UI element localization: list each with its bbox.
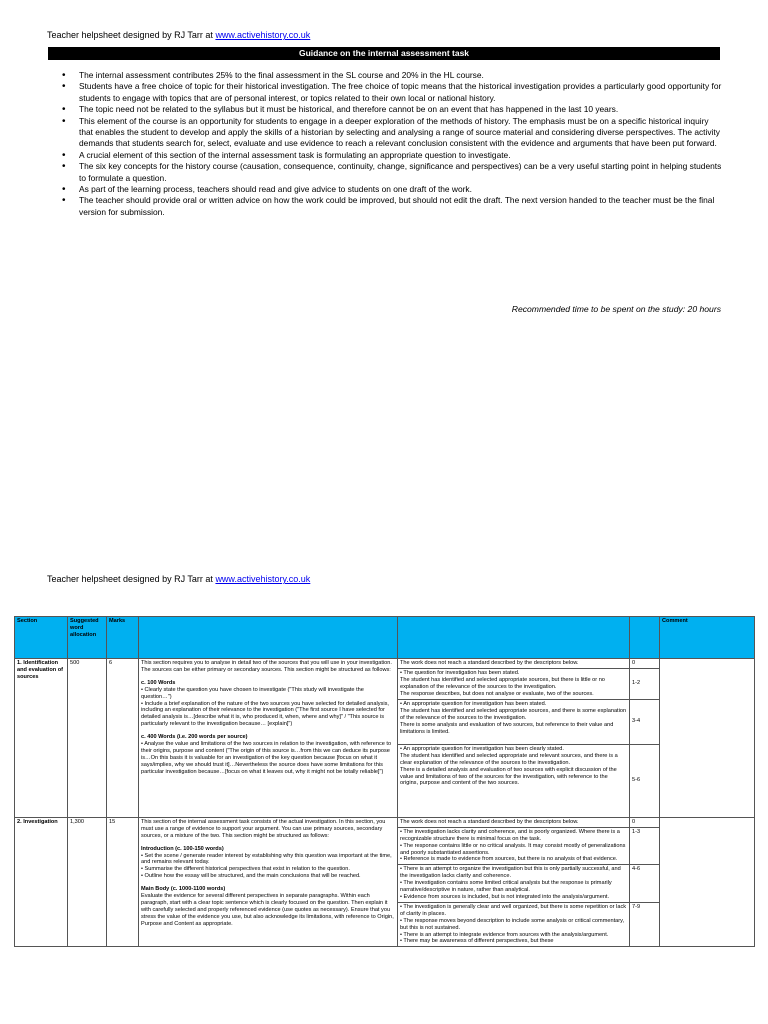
col-header-section: Section: [15, 617, 68, 659]
list-item: • Students have a free choice of topic for their historical investigation. The free choice of topic means that the historical investigation provides a particularly good opportunity for students to engage with topics that are of personal interest, or topics related to their own local or national history.: [62, 81, 722, 104]
list-item: • This element of the course is an opportunity for students to engage in a deeper exploration of the methods of history. The emphasis must be on a specific historical inquiry that enables the student to develop and apply the skills of a historian by selecting and analysing a range of source material and considering diverse perspectives. The activity demands that students search for, select, evaluate and use evidence to reach a relevant conclusion consistent with the evidence and arguments that have been put forward.: [62, 116, 722, 150]
section-guidance: [139, 659, 398, 818]
header-prefix: Teacher helpsheet designed by RJ Tarr at: [47, 30, 216, 40]
list-item: • The internal assessment contributes 25% to the final assessment in the SL course and 20% in the HL course.: [62, 70, 722, 81]
list-item: • The topic need not be related to the syllabus but it must be historical, and therefore cannot be on an event that has happened in the last 10 years.: [62, 104, 722, 115]
descriptor: • An appropriate question for investigation has been clearly stated. The student has identified and selected appropriate and relevant sources, and there is a clear explanation of the relevance of the sources to the investigation. There is a detailed analysis and evaluation of two sources with explicit discussion of the value and limitations of two of the sources for the investigation, with reference to the origins, purpose and content of the two sources.: [398, 744, 630, 817]
guidance-banner: Guidance on the internal assessment task: [48, 47, 720, 60]
table-header-row: [15, 617, 755, 659]
mark-band: 4-6: [630, 865, 660, 903]
descriptor: The work does not reach a standard described by the descriptors below.: [398, 817, 630, 827]
marks: 6: [107, 659, 139, 818]
section-name: 2. Investigation: [15, 817, 68, 946]
col-header-words: Suggested word allocation: [68, 617, 107, 659]
list-item: • A crucial element of this section of the internal assessment task is formulating an appropriate question to investigate.: [62, 150, 722, 161]
comment-cell[interactable]: [660, 817, 755, 946]
col-header-marks: Marks: [107, 617, 139, 659]
guidance-subheading: Introduction (c. 100-150 words): [141, 845, 224, 852]
section-name: 1. Identification and evaluation of sources: [15, 659, 68, 818]
page-header-second: [47, 574, 310, 584]
guidance-text: • Clearly state the question you have chosen to investigate ("This study will investigate the question…"): [141, 686, 364, 700]
guidance-list: [62, 70, 722, 218]
descriptor: • The investigation lacks clarity and coherence, and is poorly organized. Where there is a recognizable structure there is minimal focus on the task. • The response contains little or no critical analysis. It may consist mostly of generalizations and poorly substantiated assertions. • Reference is made to evidence from sources, but there is no analysis of that evidence.: [398, 827, 630, 865]
col-header-descriptors: [398, 617, 630, 659]
comment-cell[interactable]: [660, 659, 755, 818]
table-row: [15, 817, 755, 827]
page-header-top: [47, 30, 310, 40]
descriptor: • An appropriate question for investigation has been stated. The student has identified and selected appropriate sources, and there is some explanation of the relevance of the sources to the investigation. There is some analysis and evaluation of two sources, but reference to their value and limitations is limited.: [398, 699, 630, 744]
guidance-text: • Outline how the essay will be structured, and the main conclusions that will be reached.: [141, 873, 361, 880]
guidance-subheading: Main Body (c. 1000-1100 words): [141, 886, 226, 893]
word-allocation: 500: [68, 659, 107, 818]
list-item: • As part of the learning process, teachers should read and give advice to students on one draft of the work.: [62, 184, 722, 195]
descriptor: The work does not reach a standard described by the descriptors below.: [398, 659, 630, 669]
word-allocation: 1,300: [68, 817, 107, 946]
mark-band: 1-2: [630, 668, 660, 699]
marks: 15: [107, 817, 139, 946]
guidance-text: • Set the scene / generate reader interest by establishing why this question was important at the time, and remains relevant today.: [141, 852, 392, 866]
guidance-text: • Include a brief explanation of the nature of the two sources you have selected for detailed analysis, including an explanation of their relevance to the investigation ("The first source I have selected for detailed analysis is…[describe what it is, who produced it, when, where and why]" / "This source is particularly relevant to the investigation because… [explain]"): [141, 700, 389, 728]
table-row: [15, 659, 755, 669]
header-link[interactable]: www.activehistory.co.uk: [215, 574, 311, 584]
recommended-time: Recommended time to be spent on the study: 20 hours: [511, 304, 721, 314]
col-header-band: [630, 617, 660, 659]
list-item: • The six key concepts for the history course (causation, consequence, continuity, change, significance and perspectives) can be a very useful starting point in helping students to formulate a question.: [62, 161, 722, 184]
col-header-guidance: [139, 617, 398, 659]
guidance-text: This section requires you to analyse in detail two of the sources that you will use in your investigation. The sources can be either primary or secondary sources. This section might be structured as follows:: [141, 660, 392, 673]
guidance-subheading: c. 400 Words (i.e. 200 words per source): [141, 734, 248, 741]
descriptor: • There is an attempt to organize the investigation but this is only partially successful, and the investigation lacks clarity and coherence. • The investigation contains some limited critical analysis but the response is primarily narrative/descriptive in nature, rather than analytical. • Evidence from sources is included, but is not integrated into the analysis/argument.: [398, 865, 630, 903]
mark-band: 5-6: [630, 744, 660, 817]
descriptor: • The investigation is generally clear and well organized, but there is some repetition or lack of clarity in places. • The response moves beyond description to include some analysis or critical commentary, but this is not sustained. • There is an attempt to integrate evidence from sources with the analysis/argument. • There may be awareness of different perspectives, but these: [398, 902, 630, 946]
list-item: • The teacher should provide oral or written advice on how the work could be improved, but should not edit the draft. The next version handed to the teacher must be the final version for submission.: [62, 195, 722, 218]
guidance-subheading: c. 100 Words: [141, 679, 176, 686]
assessment-rubric-table: [14, 616, 755, 947]
col-header-comment: Comment: [660, 617, 755, 659]
guidance-text: • Analyse the value and limitations of the two sources in relation to the investigation, with reference to their origins, purpose and content ("The origin of this source is…from this we can deduce its purpose is…On this basis it is valuable for an investigation of the key question because [focus on what it says/implies, why we should trust it]…Nevertheless the source does have some limitations for this particular investigation because…[focus on what it leaves out, why it might not be totally reliable]"): [141, 741, 392, 775]
mark-band: 1-3: [630, 827, 660, 865]
section-guidance: [139, 817, 398, 946]
mark-band: 7-9: [630, 902, 660, 946]
guidance-text: This section of the internal assessment task consists of the actual investigation. In this section, you must use a range of evidence to support your argument. You can use primary sources, secondary sources, or a mixture of the two. This section might be structured as follows:: [141, 818, 386, 839]
descriptor: • The question for investigation has been stated. The student has identified and selected appropriate sources, but there is little or no explanation of the relevance of the sources to the investigation. The response describes, but does not analyse or evaluate, two of the sources.: [398, 668, 630, 699]
guidance-text: • Summarise the different historical perspectives that exist in relation to the question.: [141, 866, 350, 873]
header-link[interactable]: www.activehistory.co.uk: [215, 30, 311, 40]
mark-band: 0: [630, 817, 660, 827]
mark-band: 0: [630, 659, 660, 669]
header-prefix: Teacher helpsheet designed by RJ Tarr at: [47, 574, 216, 584]
mark-band: 3-4: [630, 699, 660, 744]
guidance-text: Evaluate the evidence for several different perspectives in separate paragraphs. Within each paragraph, start with a clear topic sentence which is clearly focused on the question. Then explain it with carefully selected and properly referenced evidence (use quotes as necessary). Ensure that you stress the value of the evidence you use, but also acknowledge its limitations, with reference to Origin, Purpose and Content as appropriate.: [141, 893, 394, 927]
